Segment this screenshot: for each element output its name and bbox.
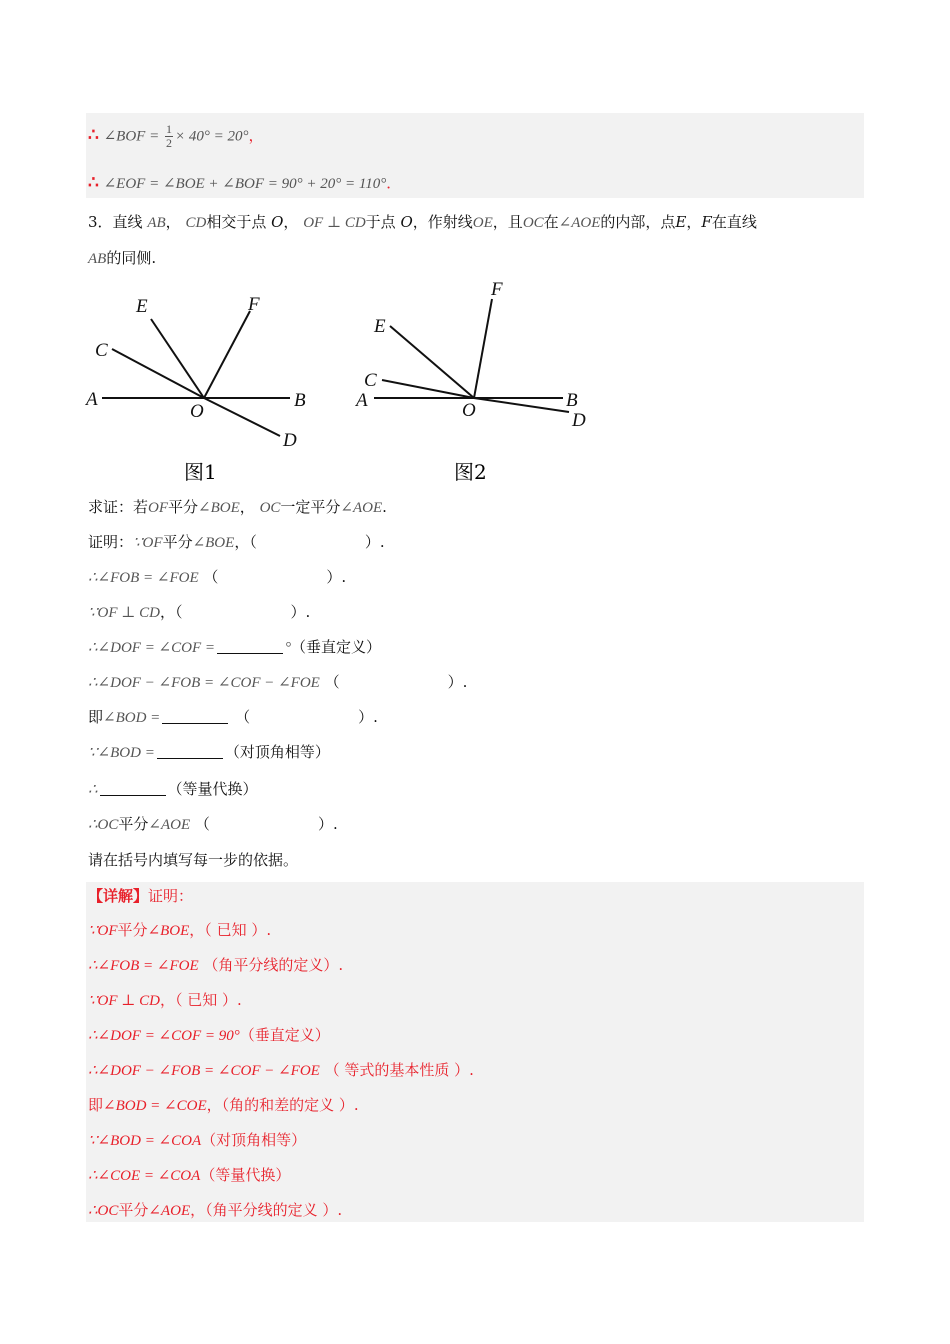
fraction: $\frac{1}{2}$	[165, 122, 172, 150]
fill-blank[interactable]	[217, 639, 283, 654]
problem-statement-line-2: AB的同侧.	[88, 249, 157, 267]
figure-1-caption: 图1	[184, 460, 217, 484]
ray-od	[204, 398, 280, 436]
label-a: A	[356, 390, 368, 411]
label-d: D	[283, 430, 297, 451]
answer-step-9: ∴OC平分∠AOE，（角平分线的定义 ）.	[88, 1201, 343, 1219]
label-o: O	[462, 400, 476, 421]
proof-step-1: 证明：∵OF平分∠BOE，（ ）.	[88, 533, 385, 551]
answer-step-6: 即∠BOD = ∠COE，（角的和差的定义 ）.	[88, 1096, 359, 1114]
proof-step-3: ∵OF ⊥ CD，（ ）.	[88, 603, 311, 621]
label-o: O	[190, 401, 204, 422]
proof-step-8: ∴ （等量代换）	[88, 780, 258, 798]
label-f: F	[491, 279, 503, 300]
answer-step-1: ∵OF平分∠BOE，（ 已知 ）.	[88, 921, 272, 939]
label-e: E	[136, 296, 148, 317]
ray-of	[204, 311, 250, 398]
fill-blank[interactable]	[162, 709, 228, 724]
answer-heading: 【详解】证明：	[88, 887, 194, 905]
ray-oc	[112, 349, 204, 398]
proof-step-4: ∴∠DOF = ∠COF = °（垂直定义）	[88, 638, 382, 656]
ray-od	[474, 398, 569, 412]
answer-step-3: ∵OF ⊥ CD，（ 已知 ）.	[88, 991, 242, 1009]
label-d: D	[572, 410, 586, 431]
label-b: B	[566, 390, 578, 411]
label-a: A	[86, 389, 98, 410]
instruction: 请在括号内填写每一步的依据。	[88, 851, 299, 869]
label-b: B	[294, 390, 306, 411]
prev-solution-line-2: ∴ ∠EOF = ∠BOE + ∠BOF = 90° + 20° = 110°．	[88, 173, 402, 193]
prev-solution-line-1: ∴ ∠BOF = $\frac{1}{2} \times 40^\circ = 20^\circ$，	[88, 122, 264, 150]
figure-1	[80, 285, 320, 485]
label-c: C	[364, 370, 377, 391]
answer-step-8: ∴∠COE = ∠COA（等量代换）	[88, 1166, 291, 1184]
ray-oe	[151, 319, 204, 398]
answer-step-4: ∴∠DOF = ∠COF = 90°（垂直定义）	[88, 1026, 330, 1044]
fill-blank[interactable]	[100, 781, 166, 796]
ray-oc	[382, 380, 474, 398]
fill-blank[interactable]	[157, 744, 223, 759]
answer-step-7: ∵∠BOD = ∠COA（对顶角相等）	[88, 1131, 307, 1149]
proof-step-2: ∴∠FOB = ∠FOE （ ）.	[88, 568, 347, 586]
label-e: E	[374, 316, 386, 337]
label-c: C	[95, 340, 108, 361]
proof-step-9: ∴OC平分∠AOE （ ）.	[88, 815, 338, 833]
answer-step-2: ∴∠FOB = ∠FOE （角平分线的定义）.	[88, 956, 344, 974]
ray-of	[474, 299, 492, 398]
claim: 求证：若OF平分∠BOE， OC一定平分∠AOE.	[88, 498, 387, 516]
answer-step-5: ∴∠DOF − ∠FOB = ∠COF − ∠FOE （ 等式的基本性质 ）.	[88, 1061, 474, 1079]
proof-step-6: 即∠BOD = （ ）.	[88, 708, 378, 726]
ray-oe	[390, 326, 474, 398]
figure-2	[350, 275, 600, 485]
proof-step-7: ∵∠BOD = （对顶角相等）	[88, 743, 330, 761]
problem-statement-line-1: 3．直线 AB， CD相交于点 O， OF ⊥ CD于点 O，作射线OE，且OC在∠AOE的内部，点E，F在直线	[88, 213, 757, 231]
figure-2-caption: 图2	[454, 460, 487, 484]
proof-step-5: ∴∠DOF − ∠FOB = ∠COF − ∠FOE （ ）.	[88, 673, 468, 691]
label-f: F	[248, 294, 260, 315]
